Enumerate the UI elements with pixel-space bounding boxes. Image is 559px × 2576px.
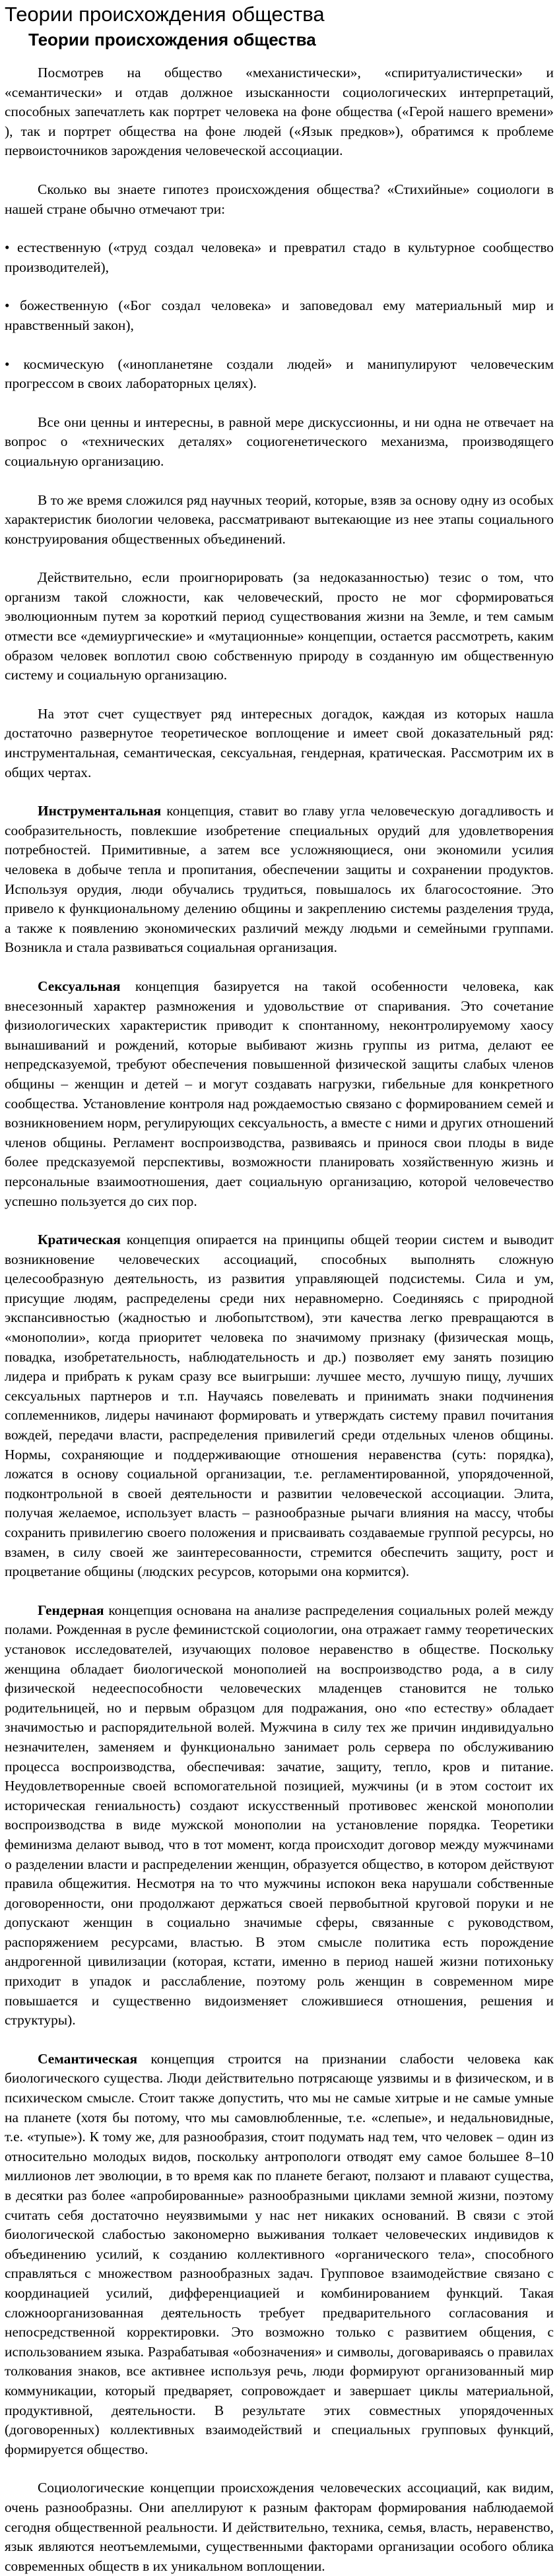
list-item-divine: • божественную («Бог создал человека» и заповедовал ему материальный мир и нравственный закон),	[5, 298, 554, 333]
paragraph-gender	[5, 1601, 554, 2030]
list-item-natural: • естественную («труд создал человека» и превратил стадо в культурное сообщество производителей),	[5, 239, 554, 275]
paragraph-sexual	[5, 977, 554, 1211]
term-sexual: Сексуальная	[38, 978, 121, 994]
paragraph-discussion: Все они ценны и интересны, в равной мере дискуссионны, и ни одна не отвечает на вопрос о «технических деталях» социогенетического механизма, производящего социальную организацию.	[5, 414, 554, 469]
term-gender: Гендерная	[38, 1602, 104, 1618]
text-gender: концепция основана на анализе распределения социальных ролей между полами. Рожденная в русле феминистской социологии, она отражает гамму теоретических установок исследователей, изучающих половое неравенство в обществе. Поскольку женщина обладает биологической монополией на воспроизводство рода, а в силу физической недееспособности человеческих младенцев становится не только родительницей, но и первым образцом для подражания, оно «по естеству» обладает значимостью и распорядительной волей. Мужчина в силу тех же причин индивидуально незначителен, заменяем и функционально занимает роль сервера по обслуживанию процесса воспроизводства, обеспечивая: зачатие, защиту, тепло, кров и питание. Неудовлетворенные своей вспомогательной позицией, мужчины (и в этом состоит их историческая гениальность) создают искусственный противовес женской монополии воспроизводства в виде мужской монополии на установление порядка. Теоретики феминизма делают вывод, что в тот момент, когда происходит договор между мужчинами о разделении власти и распределении женщин, образуется общество, в котором действуют правила общежития. Несмотря на то что мужчины испокон века нарушали собственные договоренности, они продолжают держаться своей первобытной круговой поруки и не допускают женщин в социально значимые сферы, связанные с руководством, распоряжением ресурсами, властью. В этом смысле политика есть порождение андрогенной цивилизации (которая, кстати, именно в период нашей жизни потихоньку приходит в упадок и расслабление, поэтому роль женщин в современном мире повышается и существенно видоизменяет сложившиеся отношения, решения и структуры).	[5, 1602, 554, 2028]
term-semantic: Семантическая	[38, 2050, 138, 2067]
paragraph-evolution: Действительно, если проигнорировать (за недоказанностью) тезис о том, что организм такой сложности, как человеческий, просто не мог сформироваться эволюционным путем за короткий период существования жизни на Земле, и тем самым отмести все «демиургические» и «мутационные» концепции, остается рассмотреть, каким образом человек воплотил свою собственную природу в созданную им общественную систему и социальную организацию.	[5, 569, 554, 683]
text-cratic: концепция опирается на принципы общей теории систем и выводит возникновение человеческих ассоциаций, способных выполнять сложную целесообразную деятельность, из развития управляющей подсистемы. Сила и ум, присущие людям, распределены среди них неравномерно. Соединяясь с природной экспансивностью (жадностью и любопытством), эти качества легко превращаются в «монополии», когда приоритет человека по значимому признаку (физическая мощь, повадка, изобретательность, наблюдательность и др.) позволяет ему занять позицию лидера и прибрать к рукам сразу все выигрыши: лучшее место, лучшую пищу, лучших сексуальных партнеров и т.п. Научаясь повелевать и принимать знаки подчинения соплеменников, лидеры начинают формировать и утверждать систему правил почитания вождей, передачи власти, распределения привилегий среди отдельных членов общины. Нормы, сохраняющие и поддерживающие отношения неравенства (суть: порядка), ложатся в основу социальной организации, т.е. регламентированной, упорядоченной, подконтрольной в своей деятельности и развитии человеческой ассоциации. Элита, получая желаемое, использует власть – разнообразные рычаги влияния на массу, чтобы сохранить привилегию своего положения и присваивать создаваемые группой ресурсы, но взамен, в силу своей же заинтересованности, стремится обеспечить защиту, рост и процветание общины (людских ресурсов, которыми она кормится).	[5, 1232, 554, 1580]
paragraph-cratic	[5, 1230, 554, 1582]
page-heading: Теории происхождения общества	[5, 3, 325, 26]
paragraph-semantic	[5, 2050, 554, 2459]
document-body	[5, 63, 554, 2576]
text-sexual: концепция базируется на такой особенности человека, как внесезонный характер размножения и удовольствие от спаривания. Это сочетание физиологических характеристик приводит к спонтанному, неконтролируемому хаосу вынашиваний и рождений, которые выбивают жизнь группы из ритма, делают ее непредсказуемой, требуют обеспечения повышенной физической защиты слабых членов общины – женщин и детей – и могут создавать нагрузки, гибельные для конкретного сообщества. Установление контроля над рождаемостью связано с формированием семей и возникновением норм, регулирующих сексуальность, а вместе с ними и других отношений членов общины. Регламент воспроизводства, развиваясь и принося свои плоды в виде более предсказуемой перспективы, возможности планировать хозяйственную жизнь и персональные взаимоотношения, дает социальную организацию, которой человечество успешно пользуется до сих пор.	[5, 978, 554, 1209]
paragraph-intro: Посмотрев на общество «механистически», «спиритуалистически» и «семантически» и отдав должное изысканности социологических интерпретаций, способных запечатлеть как портрет человека на фоне общества («Герой нашего времени» ), так и портрет общества на фоне людей («Язык предков»), обратимся к проблеме первоисточников зарождения человеческой ассоциации.	[5, 65, 554, 159]
document-title: Теории происхождения общества	[28, 30, 316, 49]
list-item-cosmic: • космическую («инопланетяне создали людей» и манипулируют человеческим прогрессом в своих лабораторных целях).	[5, 356, 554, 392]
text-semantic: концепция строится на признании слабости человека как биологического существа. Люди действительно потрясающе уязвимы и в физическом, и в психическом смысле. Стоит также допустить, что мы не самые хитрые и не самые умные на планете (хотя бы потому, что мы самовлюбленные, т.е. «слепые», и недальновидные, т.е. «тупые»). К тому же, для разнообразия, стоит подумать над тем, что человек – один из относительно молодых видов, поскольку антропологи отводят ему самое большее 8–10 миллионов лет эволюции, в то время как по планете бегают, ползают и плавают существа, в десятки раз более «апробированные» разнообразными циклами земной жизни, поэтому считать себя достаточно неуязвимыми у нас нет никаких оснований. В связи с этой биологической слабостью закономерно выживания толкает человеческих индивидов к объединению усилий, к созданию коллективного «органического тела», способного справляться с множеством разнообразных задач. Групповое взаимодействие связано с координацией усилий, дифференциацией и комбинированием функций. Такая сложноорганизованная деятельность требует предварительного согласования и непосредственной корректировки. Это возможно только с развитием общения, с использованием языка. Разрабатывая «обозначения» и символы, договариваясь о правилах толкования знаков, все активнее используя речь, люди формируют организованный мир коммуникации, который предваряет, сопровождает и завершает циклы материальной, продуктивной, деятельности. В результате этих совместных упорядоченных (договоренных) коллективных взаимодействий и специальных групповых функций, формируется общество.	[5, 2050, 554, 2457]
paragraph-overview: На этот счет существует ряд интересных догадок, каждая из которых нашла достаточно развернутое теоретическое воплощение и имеет свой доказательный ряд: инструментальная, семантическая, сексуальная, гендерная, кратическая. Рассмотрим их в общих чертах.	[5, 705, 554, 780]
text-instrumental: концепция, ставит во главу угла человеческую догадливость и сообразительность, повлекшие изобретение специальных орудий для удовлетворения потребностей. Примитивные, а затем все усложняющиеся, они экономили усилия человека в добыче тепла и пропитания, обеспечении защиты и сохранении продуктов. Используя орудия, люди обучались трудиться, повышалось их благосостояние. Это привело к функциональному делению общины и закреплению системы разделения труда, а также к появлению экономических различий между людьми и семейными группами. Возникла и стала развиваться социальная организация.	[5, 803, 554, 956]
paragraph-instrumental	[5, 801, 554, 958]
paragraph-hypotheses: Сколько вы знаете гипотез происхождения общества? «Стихийные» социологи в нашей стране обычно отмечают три:	[5, 181, 554, 217]
term-instrumental: Инструментальная	[38, 803, 162, 819]
paragraph-conclusion: Социологические концепции происхождения человеческих ассоциаций, как видим, очень разнообразны. Они апеллируют к разным факторам формирования наблюдаемой сегодня общественной реальности. И действительно, техника, семья, власть, неравенство, язык являются неотъемлемыми, существенными факторами организации особого облика современных обществ в их уникальном воплощении.	[5, 2480, 554, 2574]
term-cratic: Кратическая	[38, 1232, 121, 1248]
paragraph-theories: В то же время сложился ряд научных теорий, которые, взяв за основу одну из особых характеристик биологии человека, рассматривают вытекающие из нее этапы социального конструирования общественных объединений.	[5, 491, 554, 547]
